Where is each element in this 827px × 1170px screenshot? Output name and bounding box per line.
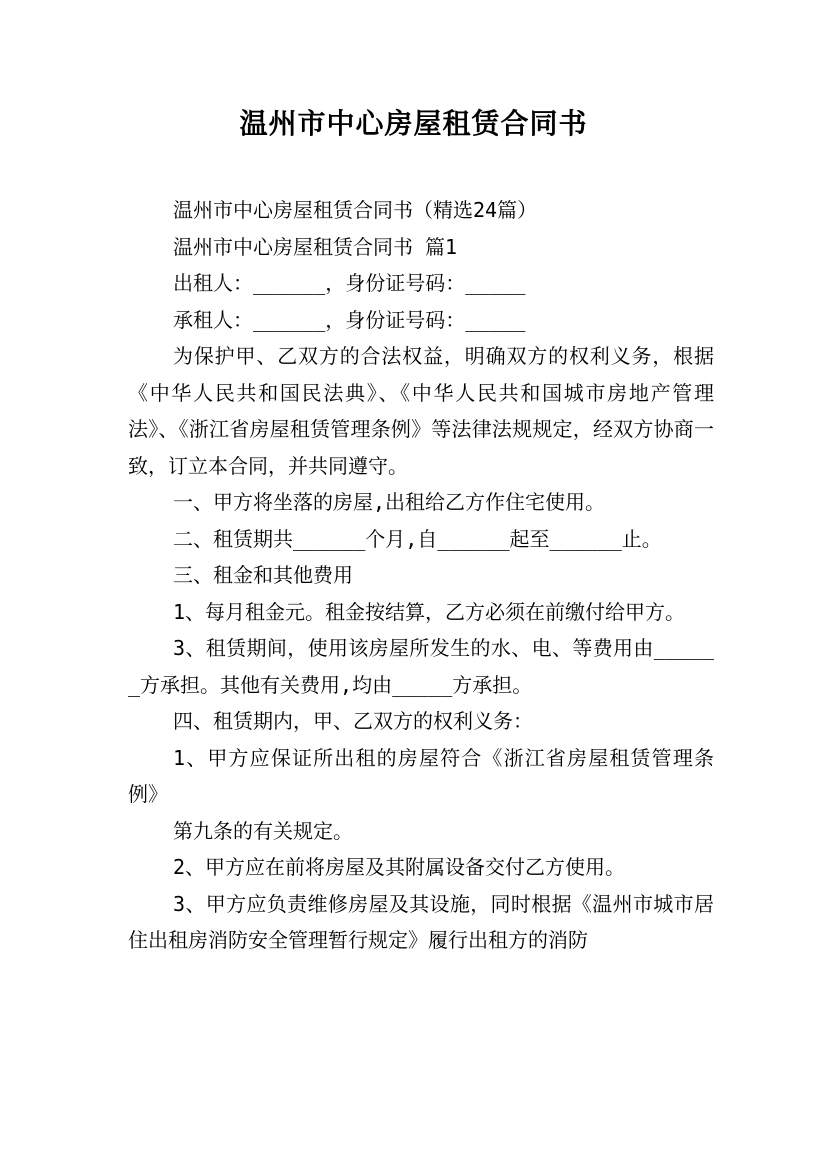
paragraph-clause-4: 四、租赁期内，甲、乙双方的权利义务： [173,709,533,733]
paragraph-lessee: 承租人：______，身份证号码：_____ [173,307,526,332]
paragraph-lessor: 出租人：______，身份证号码：_____ [173,271,526,295]
document-title: 温州市中心房屋租赁合同书 [239,107,588,140]
document-body [128,192,714,959]
paragraph-section-heading: 温州市中心房屋租赁合同书 篇1 [173,234,458,259]
paragraph-preamble: 为保护甲、乙双方的合法权益，明确双方的权利义务，根据《中华人民共和国民法典》、《中华人民共和国城市房地产管理法》、《浙江省房屋租赁管理条例》等法律法规规定，经双方协商一致，订立本合同，并共同遵守。 [128,344,714,478]
paragraph-clause-3: 三、租金和其他费用 [173,563,353,587]
paragraph-clause-3-1: 1、每月租金元。租金按结算，乙方必须在前缴付给甲方。 [173,599,686,624]
paragraph-clause-4-2: 2、甲方应在前将房屋及其附属设备交付乙方使用。 [173,855,626,879]
paragraph-clause-4-1-cont: 第九条的有关规定。 [173,818,353,843]
paragraph-clause-4-1: 1、甲方应保证所出租的房屋符合《浙江省房屋租赁管理条例》 [128,745,714,806]
paragraph-subtitle: 温州市中心房屋租赁合同书（精选24篇） [173,198,538,222]
paragraph-clause-4-3: 3、甲方应负责维修房屋及其设施，同时根据《温州市城市居住出租房消防安全管理暂行规定》履行出租方的消防 [128,891,714,952]
paragraph-clause-3-3: 3、租赁期间，使用该房屋所发生的水、电、等费用由______方承担。其他有关费用,均由_____方承担。 [128,636,714,697]
paragraph-clause-1: 一、甲方将坐落的房屋,出租给乙方作住宅使用。 [173,490,606,514]
paragraph-clause-2: 二、租赁期共______个月,自______起至______止。 [173,526,662,551]
